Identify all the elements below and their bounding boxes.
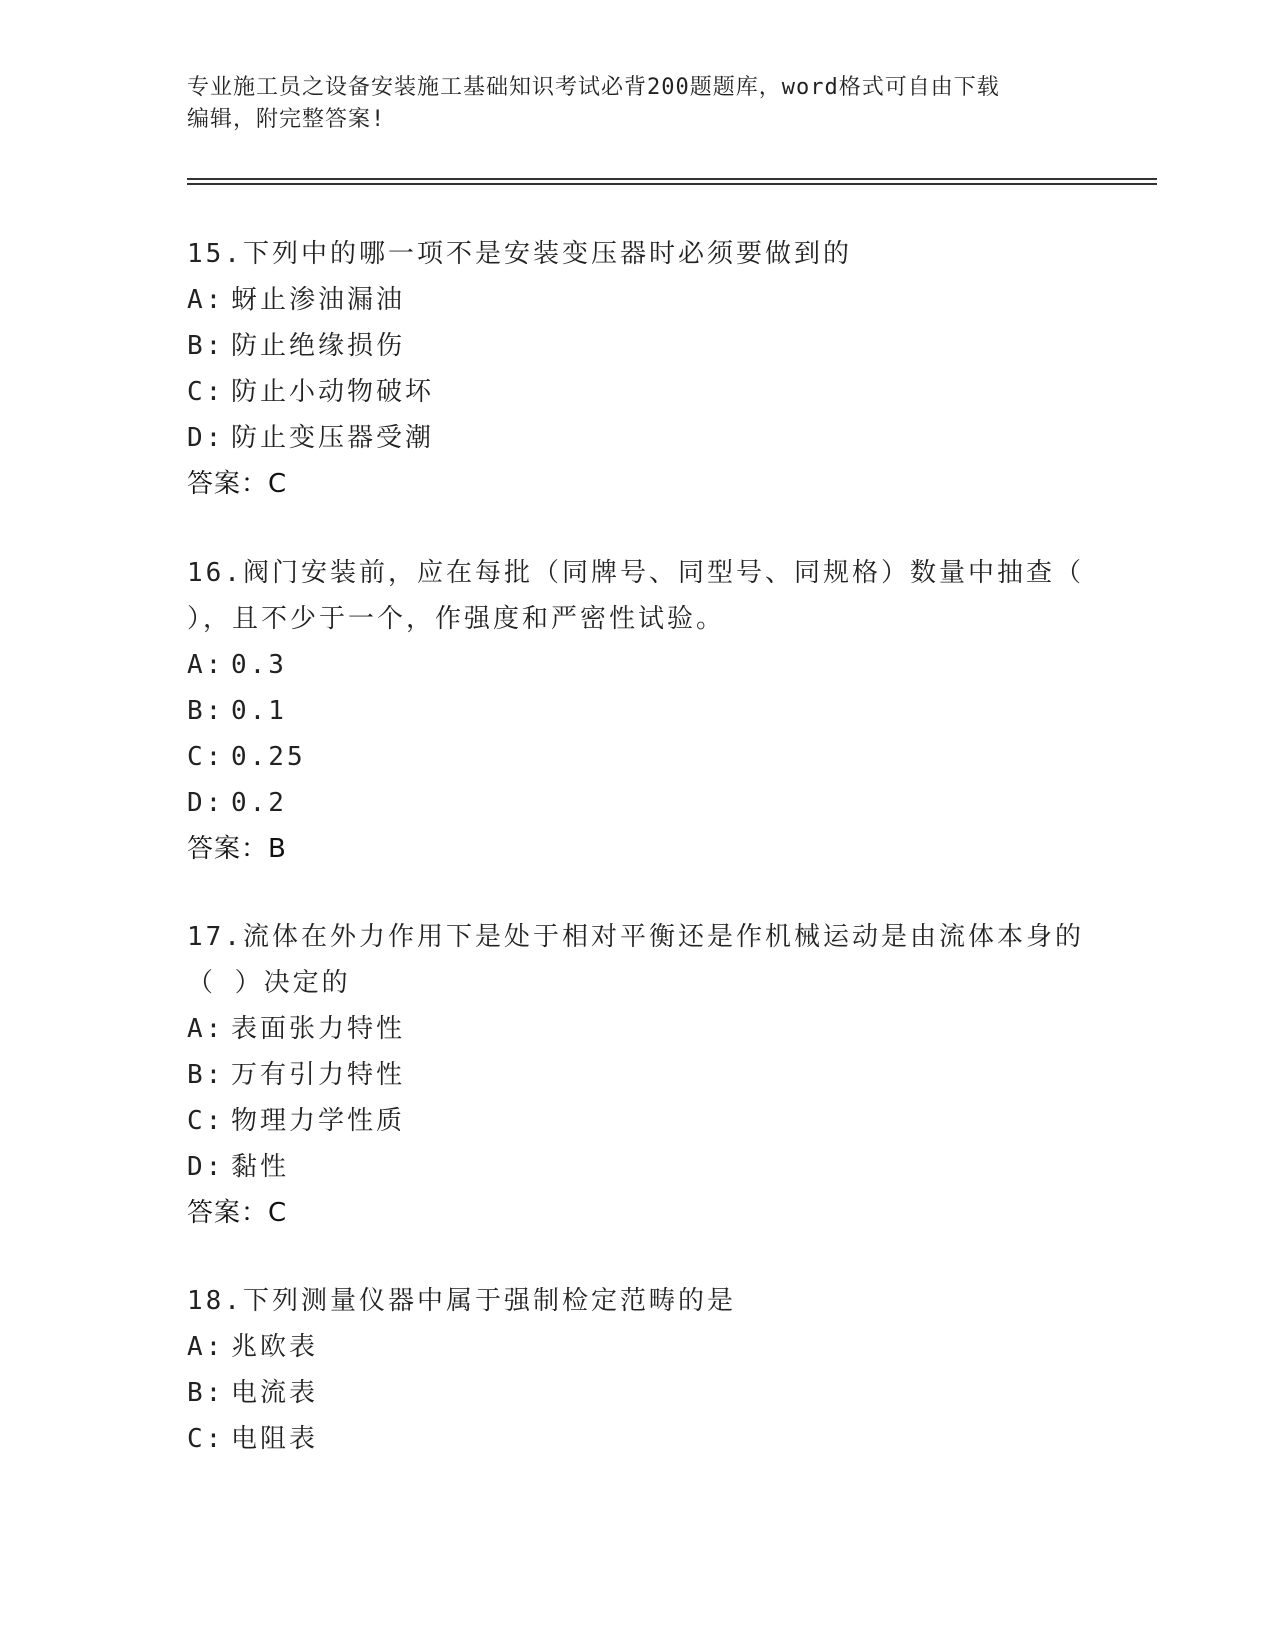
question-stem: 15.下列中的哪一项不是安装变压器时必须要做到的 (187, 239, 852, 269)
option-d: D: 0.2 (187, 788, 287, 818)
option-c: C: 0.25 (187, 742, 306, 772)
option-a: A: 兆欧表 (187, 1332, 319, 1362)
answer: 答案：B (187, 834, 287, 864)
option-a: A: 表面张力特性 (187, 1014, 406, 1044)
answer: 答案：C (187, 469, 288, 499)
option-c: C: 防止小动物破坏 (187, 377, 435, 407)
option-a: A: 0.3 (187, 650, 287, 680)
option-c: C: 物理力学性质 (187, 1106, 406, 1136)
option-d: D: 黏性 (187, 1152, 290, 1182)
option-c: C: 电阻表 (187, 1424, 319, 1454)
option-b: B: 防止绝缘损伤 (187, 331, 406, 361)
header-divider-bottom (187, 183, 1157, 185)
question-stem: 18.下列测量仪器中属于强制检定范畴的是 (187, 1286, 736, 1316)
question-16 (187, 550, 1087, 872)
question-stem-cont: （ ）决定的 (187, 968, 351, 998)
question-15 (187, 231, 1087, 507)
answer: 答案：C (187, 1198, 288, 1228)
header-divider-top (187, 178, 1157, 180)
option-b: B: 万有引力特性 (187, 1060, 406, 1090)
option-d: D: 防止变压器受潮 (187, 423, 435, 453)
question-17 (187, 914, 1087, 1236)
option-b: B: 电流表 (187, 1378, 319, 1408)
question-18 (187, 1278, 1087, 1462)
question-stem: 17.流体在外力作用下是处于相对平衡还是作机械运动是由流体本身的 (187, 922, 1084, 952)
header-line-1: 专业施工员之设备安装施工基础知识考试必背200题题库，word格式可自由下载 (187, 75, 1000, 100)
option-a: A: 蚜止渗油漏油 (187, 285, 406, 315)
document-header (187, 72, 1087, 136)
header-line-2: 编辑，附完整答案! (187, 107, 386, 132)
option-b: B: 0.1 (187, 696, 287, 726)
question-stem: 16.阀门安装前，应在每批（同牌号、同型号、同规格）数量中抽查（ (187, 558, 1084, 588)
question-stem-cont: ），且不少于一个，作强度和严密性试验。 (187, 604, 726, 634)
